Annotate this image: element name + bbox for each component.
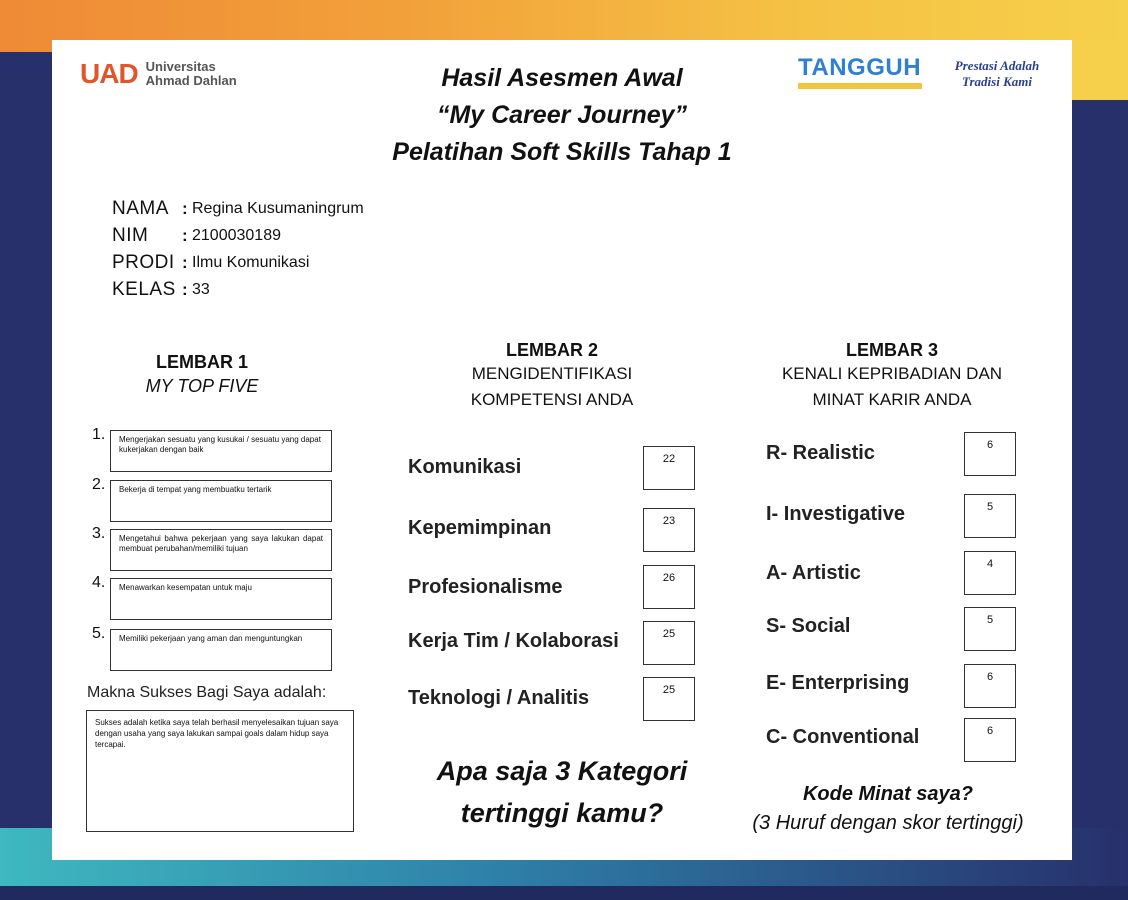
question-line1: Apa saja 3 Kategori <box>436 756 688 786</box>
list-item <box>92 525 382 571</box>
uad-logo <box>80 58 237 90</box>
score-box: 6 <box>964 664 1016 708</box>
riasec-label: C- Conventional <box>766 726 920 748</box>
kode-minat-question: Kode Minat saya? <box>802 783 974 805</box>
motto-line2: Tradisi Kami <box>962 74 1032 89</box>
kelas-label: KELAS <box>112 278 176 300</box>
tangguh-wordmark: TANGGUH <box>798 54 922 81</box>
score-box: 23 <box>643 508 695 552</box>
lembar2-subtitle-line2: KOMPETENSI ANDA <box>470 390 634 409</box>
uad-name-line2: Ahmad Dahlan <box>145 73 237 88</box>
lembar3-heading <box>752 340 1032 413</box>
score-box: 5 <box>964 607 1016 651</box>
score-box: 25 <box>643 621 695 665</box>
item-number: 1. <box>92 426 106 443</box>
kode-minat-hint: (3 Huruf dengan skor tertinggi) <box>752 812 1024 834</box>
prodi-label: PRODI <box>112 251 175 273</box>
list-item <box>92 476 382 522</box>
competency-label: Komunikasi <box>408 456 522 478</box>
item-number: 3. <box>92 525 106 542</box>
title-line2: “My Career Journey” <box>436 101 688 129</box>
kode-minat-prompt <box>718 780 1058 838</box>
tangguh-logo <box>798 54 922 89</box>
score-box: 4 <box>964 551 1016 595</box>
lembar2-title: LEMBAR 2 <box>505 340 598 360</box>
score-box: 25 <box>643 677 695 721</box>
makna-sukses-label: Makna Sukses Bagi Saya adalah: <box>87 684 327 701</box>
riasec-label: A- Artistic <box>766 562 861 584</box>
score-box: 6 <box>964 432 1016 476</box>
colon: : <box>182 279 188 299</box>
top-five-box: Menawarkan kesempatan untuk maju <box>110 578 332 620</box>
riasec-label: I- Investigative <box>766 503 905 525</box>
info-row-prodi <box>112 249 364 276</box>
nama-label: NAMA <box>112 197 169 219</box>
uad-name-line1: Universitas <box>145 59 216 74</box>
riasec-label: S- Social <box>766 615 851 637</box>
lembar2-subtitle-line1: MENGIDENTIFIKASI <box>471 364 633 383</box>
score-box: 22 <box>643 446 695 490</box>
uad-logo-mark: UAD <box>80 58 138 89</box>
info-row-kelas <box>112 276 364 303</box>
student-info <box>112 195 364 303</box>
competency-label: Kepemimpinan <box>408 517 552 539</box>
competency-label: Teknologi / Analitis <box>408 687 590 709</box>
prodi-value: Ilmu Komunikasi <box>192 253 310 271</box>
makna-sukses-box: Sukses adalah ketika saya telah berhasil menyelesaikan tujuan saya dengan usaha yang saya lakukan sampai goals dalam hidup saya tercapai. <box>86 710 354 832</box>
uad-logo-name <box>146 60 237 88</box>
list-item <box>92 625 382 671</box>
lembar3-subtitle-line1: KENALI KEPRIBADIAN DAN <box>781 364 1003 383</box>
competency-label: Profesionalisme <box>408 576 563 598</box>
colon: : <box>182 198 188 218</box>
background-corner-accent <box>1068 40 1128 100</box>
info-row-nama <box>112 195 364 222</box>
list-item <box>92 574 382 620</box>
nim-label: NIM <box>112 224 149 246</box>
motto <box>932 58 1062 90</box>
top-five-box: Mengetahui bahwa pekerjaan yang saya lakukan dapat membuat perubahan/memiliki tujuan <box>110 529 332 571</box>
colon: : <box>182 252 188 272</box>
colon: : <box>182 225 188 245</box>
item-number: 5. <box>92 625 106 642</box>
title-line3: Pelatihan Soft Skills Tahap 1 <box>392 138 732 166</box>
top-five-box: Bekerja di tempat yang membuatku tertarik <box>110 480 332 522</box>
lembar3-subtitle-line2: MINAT KARIR ANDA <box>812 390 972 409</box>
background-bottom-strip <box>0 886 1128 900</box>
riasec-label: E- Enterprising <box>766 672 910 694</box>
riasec-label: R- Realistic <box>766 442 875 464</box>
title-line1: Hasil Asesmen Awal <box>441 64 683 92</box>
motto-line1: Prestasi Adalah <box>954 58 1040 73</box>
competency-label: Kerja Tim / Kolaborasi <box>408 630 619 652</box>
nim-value: 2100030189 <box>192 226 281 244</box>
list-item <box>92 426 382 472</box>
lembar1-heading <box>92 352 312 399</box>
top-five-box: Memiliki pekerjaan yang aman dan menguntungkan <box>110 629 332 671</box>
lembar1-subtitle: MY TOP FIVE <box>145 376 259 396</box>
lembar3-title: LEMBAR 3 <box>845 340 938 360</box>
info-row-nim <box>112 222 364 249</box>
score-box: 26 <box>643 565 695 609</box>
assessment-sheet <box>52 40 1072 860</box>
score-box: 6 <box>964 718 1016 762</box>
nama-value: Regina Kusumaningrum <box>192 199 364 217</box>
lembar1-title: LEMBAR 1 <box>155 352 248 372</box>
question-line2: tertinggi kamu? <box>460 798 664 828</box>
tangguh-underline <box>798 83 922 89</box>
item-number: 2. <box>92 476 106 493</box>
score-box: 5 <box>964 494 1016 538</box>
item-number: 4. <box>92 574 106 591</box>
top-five-box: Mengerjakan sesuatu yang kusukai / sesuatu yang dapat kukerjakan dengan baik <box>110 430 332 472</box>
top-categories-question <box>392 750 732 834</box>
page-title <box>352 60 772 171</box>
lembar2-heading <box>422 340 682 413</box>
kelas-value: 33 <box>192 280 210 298</box>
